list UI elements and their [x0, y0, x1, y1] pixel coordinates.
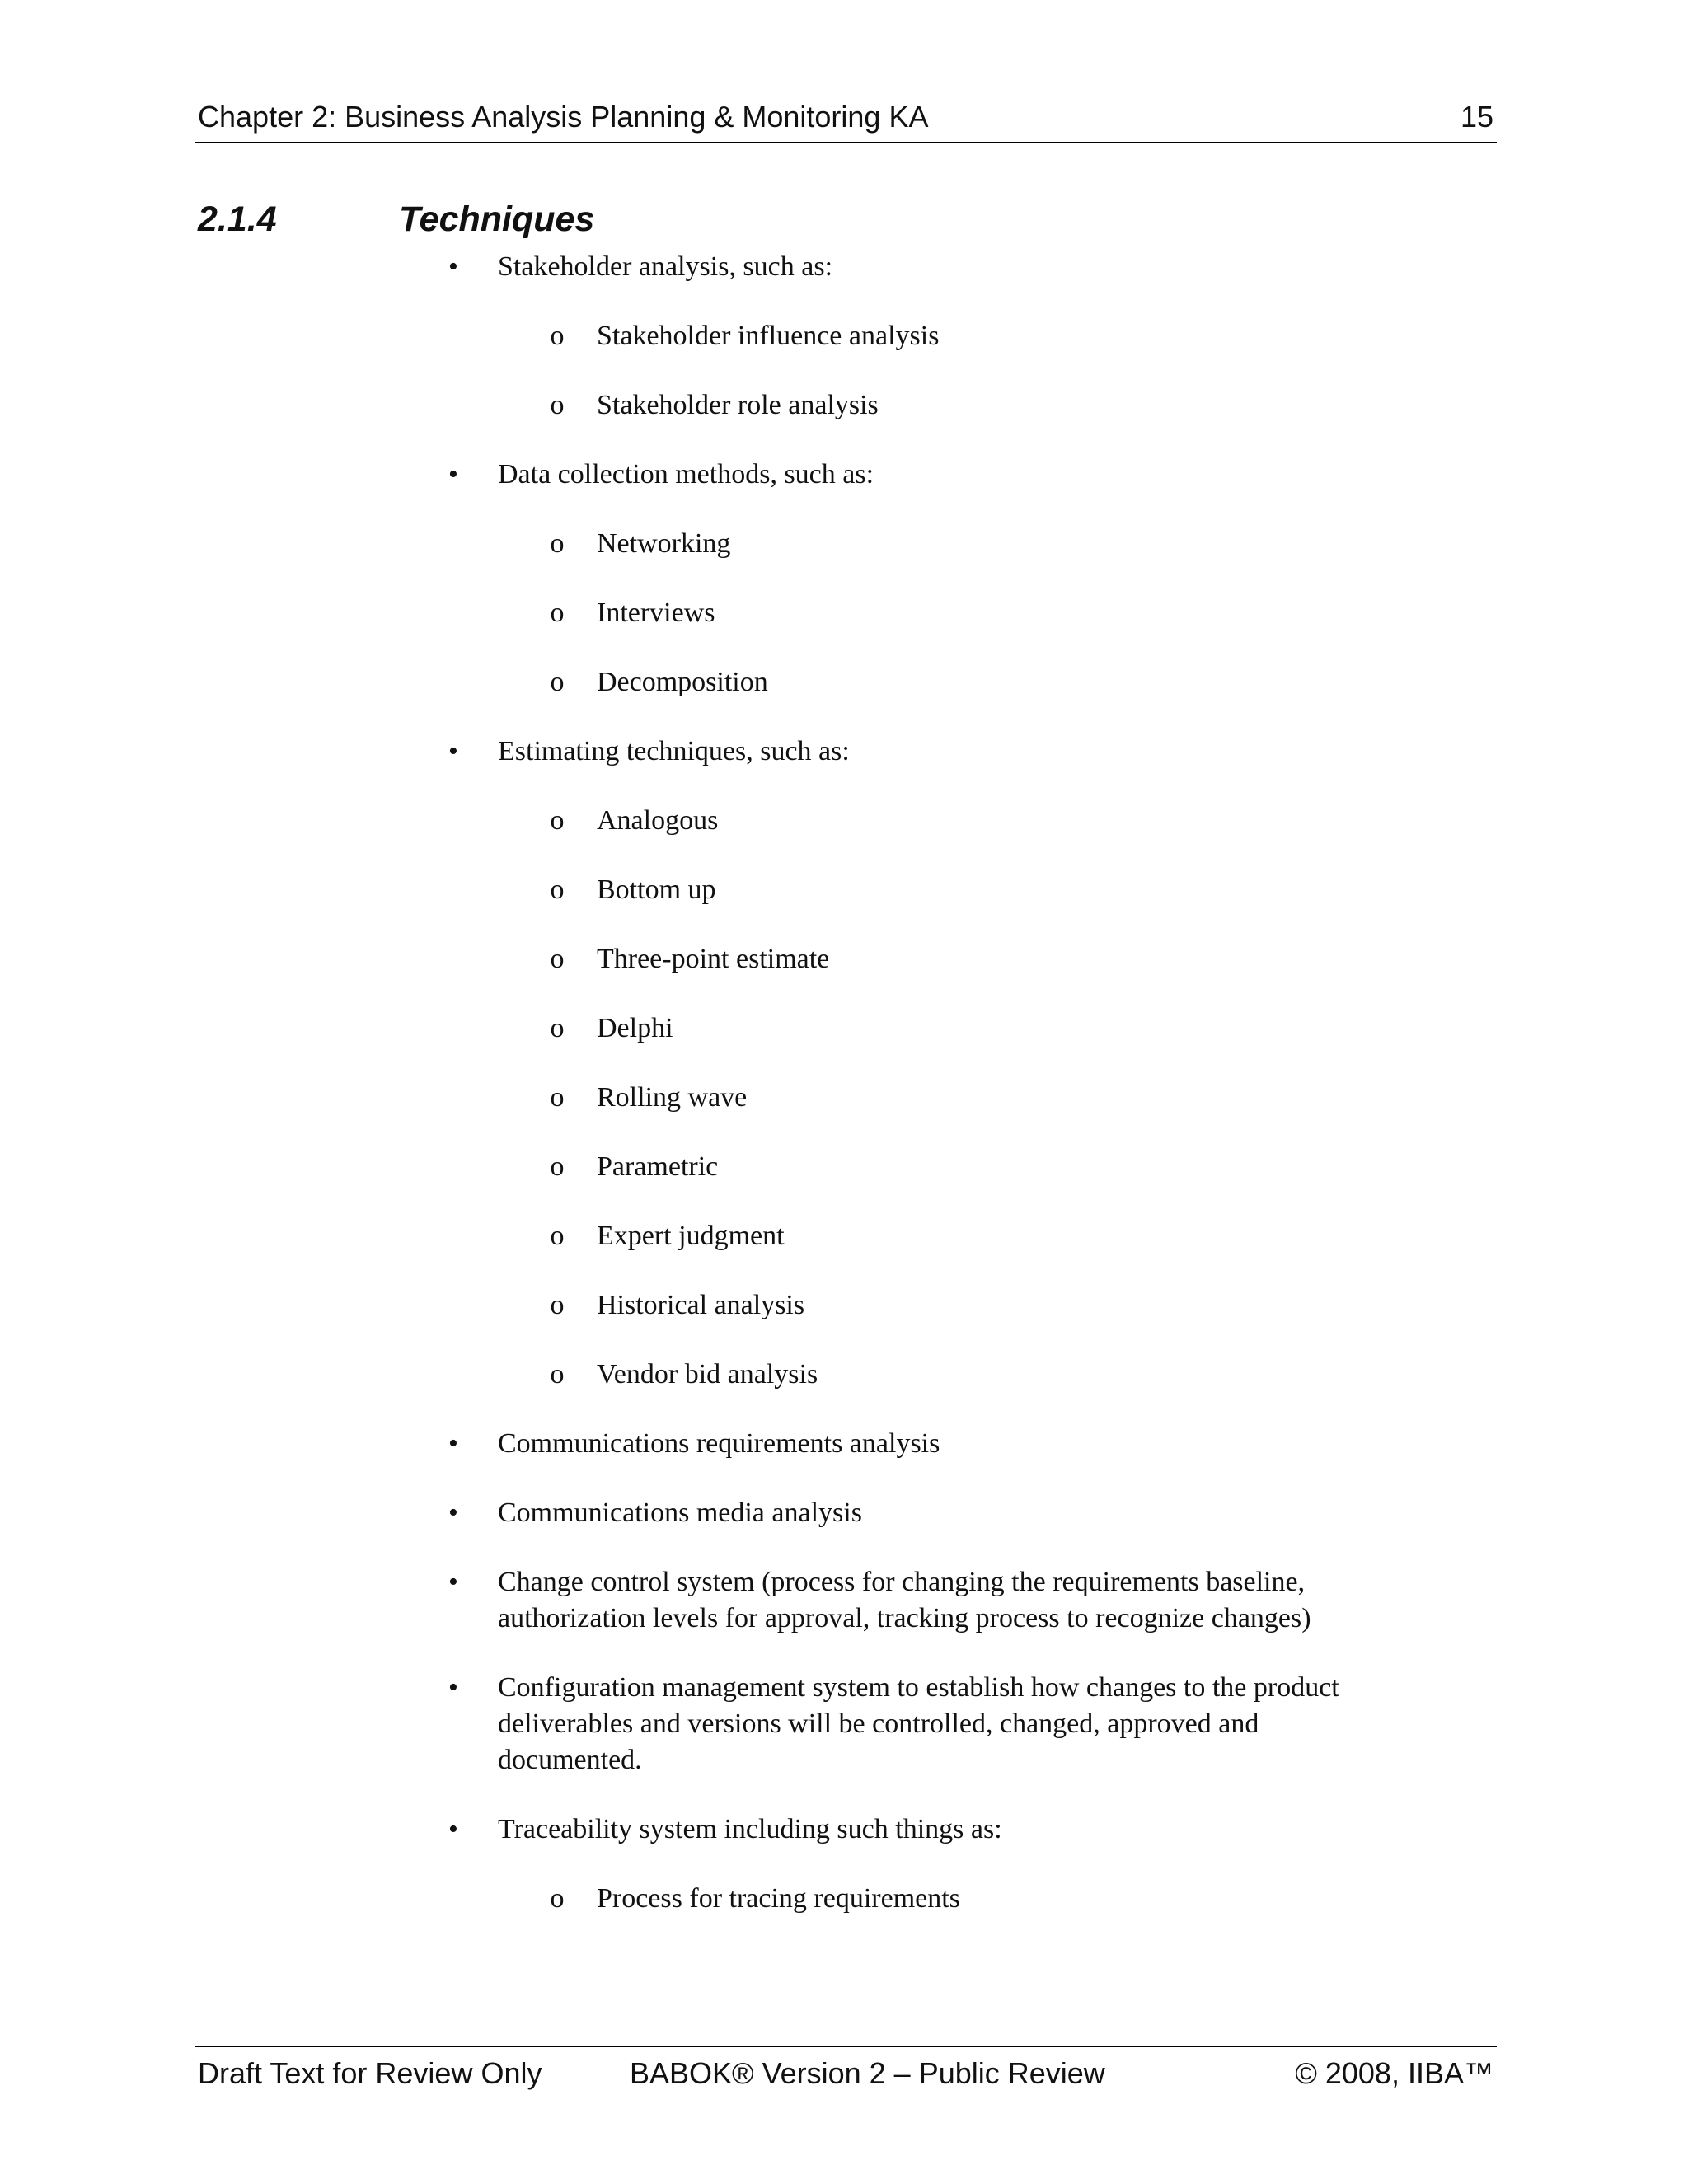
- sub-bullet-marker: o: [550, 1151, 565, 1182]
- sub-bullet-marker: o: [550, 1082, 565, 1113]
- list-item-text: Stakeholder role analysis: [597, 390, 879, 420]
- list-item-text: Change control system (process for changing the requirements baseline,: [498, 1567, 1306, 1597]
- list-item-text: Stakeholder influence analysis: [597, 321, 940, 351]
- list-item-text: Interviews: [597, 598, 715, 628]
- bullet-marker: •: [448, 1428, 458, 1459]
- footer-copyright: © 2008, IIBA™: [1295, 2056, 1493, 2090]
- bullet-marker: •: [448, 1567, 458, 1597]
- section-title: Techniques: [399, 199, 595, 239]
- sub-bullet-marker: o: [550, 805, 565, 836]
- list-item-text: Networking: [597, 528, 731, 559]
- page-number: 15: [1460, 100, 1493, 134]
- list-item-text: Decomposition: [597, 667, 768, 697]
- sub-bullet-marker: o: [550, 528, 565, 559]
- list-item-text: Estimating techniques, such as:: [498, 736, 850, 766]
- list-item-text: documented.: [498, 1745, 642, 1775]
- bullet-marker: •: [448, 1672, 458, 1703]
- bullet-marker: •: [448, 736, 458, 766]
- list-item-text: Analogous: [597, 805, 719, 836]
- list-item-text: authorization levels for approval, tracking process to recognize changes): [498, 1603, 1311, 1633]
- footer-draft-note: Draft Text for Review Only: [198, 2056, 542, 2090]
- sub-bullet-marker: o: [550, 598, 565, 628]
- list-item-text: Parametric: [597, 1151, 719, 1182]
- list-item-text: Bottom up: [597, 874, 716, 905]
- sub-bullet-marker: o: [550, 321, 565, 351]
- footer-version: BABOK® Version 2 – Public Review: [630, 2056, 1105, 2090]
- list-item-text: Three-point estimate: [597, 944, 830, 974]
- list-item-text: Delphi: [597, 1013, 673, 1043]
- list-item-text: Configuration management system to establish how changes to the product: [498, 1672, 1339, 1703]
- list-item-text: Traceability system including such things as:: [498, 1814, 1002, 1844]
- page-header: [195, 99, 1497, 143]
- list-item-text: Data collection methods, such as:: [498, 459, 874, 490]
- list-item-text: Communications media analysis: [498, 1497, 862, 1528]
- list-item-text: Stakeholder analysis, such as:: [498, 251, 833, 282]
- section-number: 2.1.4: [198, 199, 277, 239]
- chapter-title: Chapter 2: Business Analysis Planning & Monitoring KA: [198, 100, 929, 134]
- list-item-text: Communications requirements analysis: [498, 1428, 940, 1459]
- list-item-text: Vendor bid analysis: [597, 1359, 818, 1390]
- list-item-text: Expert judgment: [597, 1221, 785, 1251]
- list-item-text: deliverables and versions will be controlled, changed, approved and: [498, 1708, 1259, 1739]
- sub-bullet-marker: o: [550, 1013, 565, 1043]
- sub-bullet-marker: o: [550, 390, 565, 420]
- sub-bullet-marker: o: [550, 1883, 565, 1914]
- sub-bullet-marker: o: [550, 944, 565, 974]
- sub-bullet-marker: o: [550, 1290, 565, 1320]
- sub-bullet-marker: o: [550, 1359, 565, 1390]
- bullet-marker: •: [448, 251, 458, 282]
- bullet-marker: •: [448, 459, 458, 490]
- sub-bullet-marker: o: [550, 1221, 565, 1251]
- list-item-text: Process for tracing requirements: [597, 1883, 960, 1914]
- bullet-marker: •: [448, 1814, 458, 1844]
- bullet-marker: •: [448, 1497, 458, 1528]
- sub-bullet-marker: o: [550, 874, 565, 905]
- page-footer: [195, 2046, 1497, 2093]
- list-item-text: Rolling wave: [597, 1082, 748, 1113]
- sub-bullet-marker: o: [550, 667, 565, 697]
- list-item-text: Historical analysis: [597, 1290, 805, 1320]
